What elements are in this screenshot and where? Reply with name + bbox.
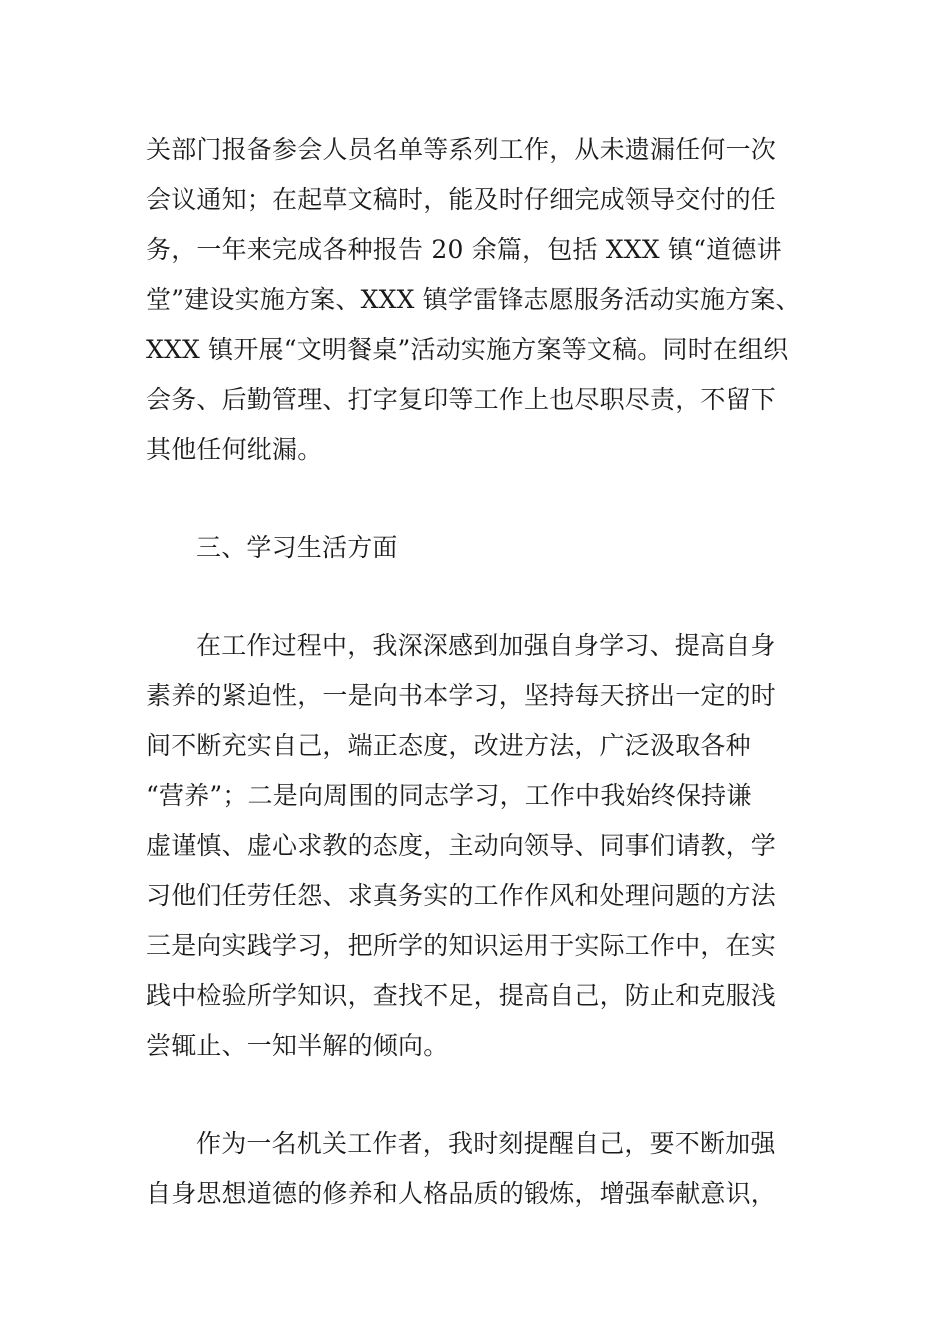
text-line: XXX 镇开展“文明餐桌”活动实施方案等文稿。同时在组织: [146, 335, 789, 364]
text-line: 在工作过程中，我深深感到加强自身学习、提高自身: [196, 631, 776, 660]
text-line: 尝辄止、一知半解的倾向。: [146, 1031, 449, 1060]
text-line: 堂”建设实施方案、XXX 镇学雷锋志愿服务活动实施方案、: [146, 285, 801, 314]
text-line: 会议通知；在起草文稿时，能及时仔细完成领导交付的任: [146, 185, 777, 214]
text-line: 会务、后勤管理、打字复印等工作上也尽职尽责，不留下: [146, 385, 777, 414]
text-line: 素养的紧迫性，一是向书本学习，坚持每天挤出一定的时: [146, 681, 777, 710]
text-line: 习他们任劳任怨、求真务实的工作作风和处理问题的方法: [146, 881, 777, 910]
section-heading: 三、学习生活方面: [196, 533, 398, 562]
text-line: 三是向实践学习，把所学的知识运用于实际工作中，在实: [146, 931, 777, 960]
text-line: “营养”；二是向周围的同志学习，工作中我始终保持谦: [146, 781, 752, 810]
text-line: 践中检验所学知识，查找不足，提高自己，防止和克服浅: [146, 981, 777, 1010]
text-line: 自身思想道德的修养和人格品质的锻炼，增强奉献意识，: [146, 1179, 777, 1208]
text-line: 虚谨慎、虚心求教的态度，主动向领导、同事们请教，学: [146, 831, 777, 860]
text-line: 其他任何纰漏。: [146, 435, 323, 464]
text-line: 关部门报备参会人员名单等系列工作，从未遗漏任何一次: [146, 135, 777, 164]
text-line: 间不断充实自己，端正态度，改进方法，广泛汲取各种: [146, 731, 751, 760]
text-line: 务，一年来完成各种报告 20 余篇，包括 XXX 镇“道德讲: [146, 235, 782, 264]
text-line: 作为一名机关工作者，我时刻提醒自己，要不断加强: [196, 1129, 776, 1158]
